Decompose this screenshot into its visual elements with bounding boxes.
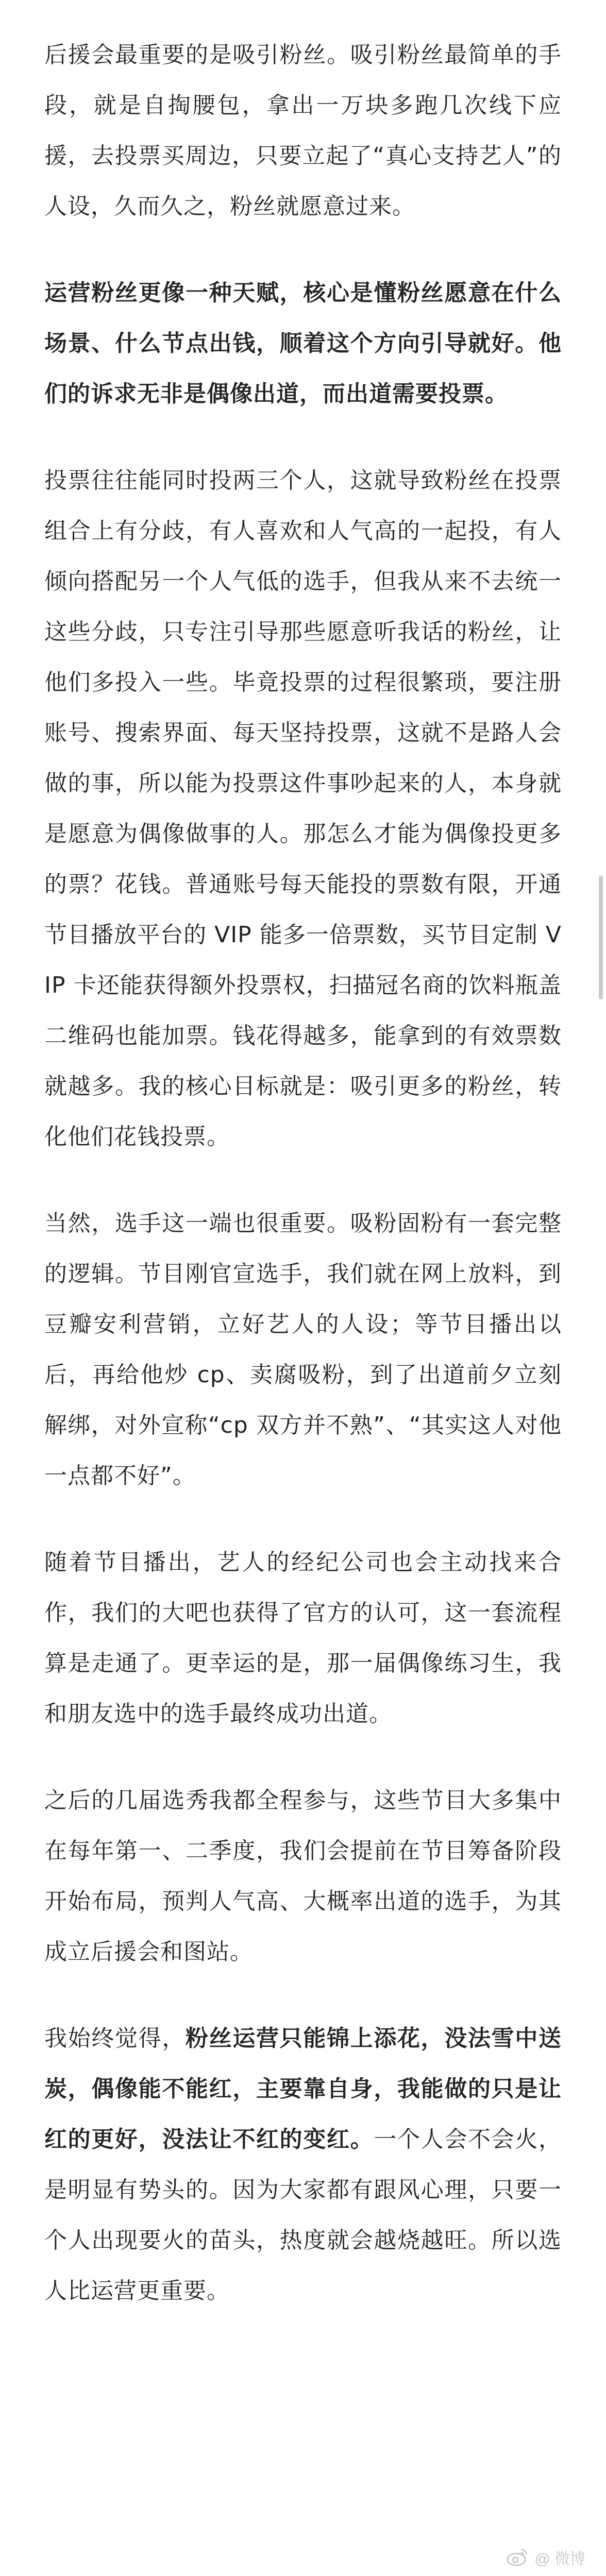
article-body <box>44 30 562 2352</box>
weibo-watermark <box>506 2539 585 2575</box>
bold-text: 运营粉丝更像一种天赋，核心是懂粉丝愿意在什么场景、什么节点出钱，顺着这个方向引导就好。他们的诉求无非是偶像出道，而出道需要投票。 <box>44 280 562 407</box>
watermark-text: @ 微博 <box>534 2551 585 2568</box>
body-text: 之后的几届选秀我都全程参与，这些节目大多集中在每年第一、二季度，我们会提前在节目筹备阶段开始布局，预判人气高、大概率出道的选手，为其成立后援会和图站。 <box>44 1787 562 1965</box>
body-text: 我始终觉得， <box>44 2025 186 2052</box>
body-text: 一个人会不会火，是明显有势头的。因为大家都有跟风心理，只要一个人出现要火的苗头，热度就会越烧越旺。所以选人比运营更重要。 <box>44 2126 562 2304</box>
body-text: 随着节目播出，艺人的经纪公司也会主动找来合作，我们的大吧也获得了官方的认可，这一套流程算是走通了。更幸运的是，那一届偶像练习生，我和朋友选中的选手最终成功出道。 <box>44 1549 562 1727</box>
paragraph-4 <box>44 1198 562 1501</box>
body-text: 后援会最重要的是吸引粉丝。吸引粉丝最简单的手段，就是自掏腰包，拿出一万块多跑几次线下应援，去投票买周边，只要立起了“真心支持艺人”的人设，久而久之，粉丝就愿意过来。 <box>44 42 562 219</box>
paragraph-2 <box>44 268 562 419</box>
paragraph-6 <box>44 1775 562 1977</box>
scrollbar-thumb[interactable] <box>599 876 603 999</box>
weibo-logo-icon <box>506 2546 529 2569</box>
paragraph-5 <box>44 1537 562 1739</box>
bold-text: 粉丝运营只能锦上添花，没法雪中送炭，偶像能不能红，主要靠自身，我能做的只是让红的更好，没法让不红的变红。 <box>44 2025 562 2153</box>
paragraph-1 <box>44 30 562 232</box>
body-text: 投票往往能同时投两三个人，这就导致粉丝在投票组合上有分歧，有人喜欢和人气高的一起投，有人倾向搭配另一个人气低的选手，但我从来不去统一这些分歧，只专注引导那些愿意听我话的粉丝，让他们多投入一些。毕竟投票的过程很繁琐，要注册账号、搜索界面、每天坚持投票，这就不是路人会做的事，所以能为投票这件事吵起来的人，本身就是愿意为偶像做事的人。那怎么才能为偶像投更多的票？花钱。普通账号每天能投的票数有限，开通节目播放平台的 VIP 能多一倍票数，买节目定制 VIP 卡还能获得额外投票权，扫描冠名商的饮料瓶盖二维码也能加票。钱花得越多，能拿到的有效票数就越多。我的核心目标就是：吸引更多的粉丝，转化他们花钱投票。 <box>44 467 562 1150</box>
paragraph-3 <box>44 455 562 1162</box>
paragraph-7 <box>44 2013 562 2316</box>
body-text: 当然，选手这一端也很重要。吸粉固粉有一套完整的逻辑。节目刚官宣选手，我们就在网上放料，到豆瓣安利营销，立好艺人的人设；等节目播出以后，再给他炒 cp、卖腐吸粉，到了出道前夕立刻解绑，对外宣称“cp 双方并不熟”、“其实这人对他一点都不好”。 <box>44 1210 562 1489</box>
